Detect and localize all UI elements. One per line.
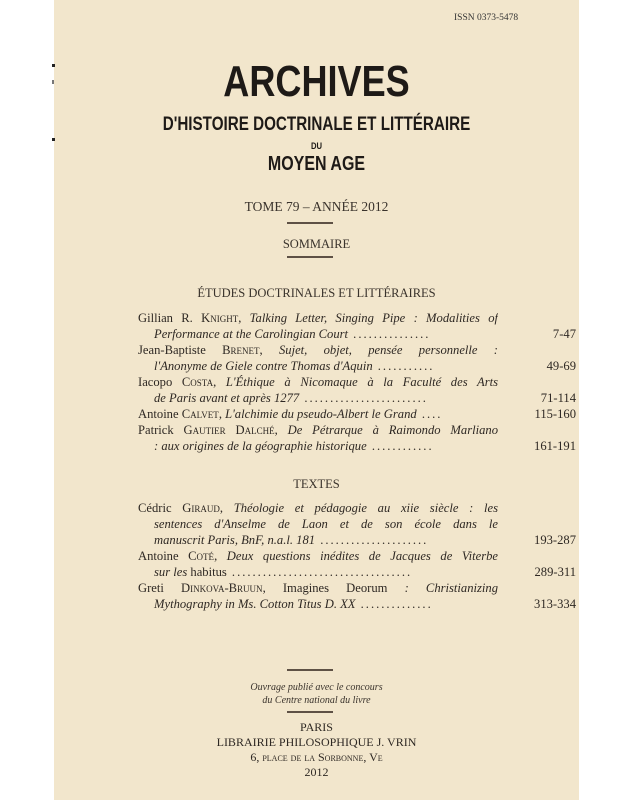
- article-title: Performance at the Carolingian Court: [154, 327, 349, 341]
- section-heading: TEXTES: [293, 477, 340, 491]
- page-range: 313-334: [534, 597, 576, 611]
- article-title: sentences d'Anselme de Laon et de son école dans le: [154, 517, 498, 531]
- article-title: Théologie et pédagogie au xiie siècle : les: [233, 501, 498, 515]
- divider: [287, 256, 333, 258]
- toc-entry[interactable]: Greti Dinkova-Bruun, Imagines Deorum : Christianizing Mythography in Ms. Cotton Titus D. XX .............. 313-334: [138, 581, 576, 611]
- binding-mark: [52, 64, 55, 67]
- author-first-name: Greti: [138, 581, 182, 595]
- section-heading: ÉTUDES DOCTRINALES ET LITTÉRAIRES: [197, 286, 436, 300]
- page-range: 49-69: [546, 359, 576, 373]
- contents-heading: SOMMAIRE: [282, 237, 351, 251]
- author-last-name: Knight: [201, 311, 239, 325]
- author-last-name: Gautier Dalché: [183, 423, 275, 437]
- leader-dots: .....................: [315, 533, 429, 547]
- issn: ISSN 0373-5478: [454, 13, 519, 23]
- divider: [287, 222, 333, 224]
- funding-note-line: Ouvrage publié avec le concours: [250, 682, 383, 693]
- publisher-block: [54, 720, 579, 780]
- journal-subtitle-1: D'HISTOIRE DOCTRINALE ET LITTÉRAIRE: [162, 113, 471, 135]
- author-last-name: Costa: [181, 375, 214, 389]
- funding-note: [54, 681, 579, 707]
- toc-entry[interactable]: Patrick Gautier Dalché, De Pétrarque à Raimondo Marliano : aux origines de la géographie historique ............ 161-191: [138, 423, 576, 453]
- article-title: sur les: [154, 565, 191, 579]
- toc-entry[interactable]: Jean-Baptiste Brenet, Sujet, objet, pensée personnelle : l'Anonyme de Giele contre Thomas d'Aquin ........... 49-69: [138, 343, 576, 373]
- article-title: habitus: [190, 565, 227, 579]
- leader-dots: ........................: [299, 391, 428, 405]
- article-title: : Christianizing: [387, 581, 498, 595]
- leader-dots: ...................................: [226, 565, 413, 579]
- journal-subtitle-connector: DU: [310, 141, 323, 151]
- article-title: L'alchimie du pseudo-Albert le Grand: [225, 407, 417, 421]
- article-title: Imagines Deorum: [282, 581, 388, 595]
- author-last-name: Dinkova-Bruun: [181, 581, 263, 595]
- publisher-city: PARIS: [300, 720, 333, 734]
- article-title: l'Anonyme de Giele contre Thomas d'Aquin: [154, 359, 373, 373]
- toc-entry[interactable]: Antoine Coté, Deux questions inédites de Jacques de Viterbe sur les habitus ................................... 289-311: [138, 549, 576, 579]
- binding-mark: [52, 138, 55, 141]
- article-title: Deux questions inédites de Jacques de Viterbe: [226, 549, 498, 563]
- page-range: 193-287: [534, 533, 576, 547]
- article-title: De Pétrarque à Raimondo Marliano: [287, 423, 498, 437]
- journal-title: ARCHIVES: [223, 57, 410, 106]
- author-first-name: Gillian R.: [138, 311, 202, 325]
- page-range: 71-114: [540, 391, 576, 405]
- author-last-name: Calvet: [181, 407, 219, 421]
- toc-section-etudes: [138, 310, 576, 454]
- publisher-address: 6, place de la Sorbonne, Ve: [250, 750, 383, 764]
- funding-note-line: du Centre national du livre: [262, 695, 371, 706]
- volume-info: TOME 79 – ANNÉE 2012: [244, 199, 389, 214]
- author-last-name: Giraud: [182, 501, 220, 515]
- article-title: Sujet, objet, pensée personnelle :: [278, 343, 498, 357]
- leader-dots: ..............: [355, 597, 433, 611]
- divider: [287, 669, 333, 671]
- author-first-name: Antoine: [138, 549, 189, 563]
- author-last-name: Brenet: [222, 343, 260, 357]
- leader-dots: ...........: [372, 359, 435, 373]
- article-title: manuscrit Paris, BnF, n.a.l. 181: [154, 533, 316, 547]
- toc-entry[interactable]: Cédric Giraud, Théologie et pédagogie au xiie siècle : les sentences d'Anselme de Laon et de son école dans le manuscrit Paris, BnF, n.a.l. 181 ..................... 193-287: [138, 501, 576, 547]
- toc-entry[interactable]: Gillian R. Knight, Talking Letter, Singing Pipe : Modalities of Performance at the Carolingian Court ............... 7-47: [138, 311, 576, 341]
- toc-entry[interactable]: Iacopo Costa, L'Éthique à Nicomaque à la Faculté des Arts de Paris avant et après 1277 ........................ 71-114: [138, 375, 576, 405]
- article-title: : aux origines de la géographie historique: [154, 439, 367, 453]
- author-first-name: Cédric: [138, 501, 183, 515]
- author-last-name: Coté: [188, 549, 215, 563]
- article-title: L'Éthique à Nicomaque à la Faculté des Arts: [225, 375, 498, 389]
- author-first-name: Patrick: [138, 423, 184, 437]
- page-range: 161-191: [534, 439, 576, 453]
- article-title: Mythography in Ms. Cotton Titus D. XX: [154, 597, 356, 611]
- leader-dots: ...............: [348, 327, 431, 341]
- leader-dots: ............: [366, 439, 434, 453]
- toc-section-textes: [138, 500, 576, 612]
- divider: [287, 711, 333, 713]
- leader-dots: ....: [416, 407, 443, 421]
- author-first-name: Antoine: [138, 407, 182, 421]
- author-first-name: Jean-Baptiste: [138, 343, 223, 357]
- binding-mark: [52, 80, 54, 84]
- article-title: Talking Letter, Singing Pipe : Modalities of: [249, 311, 498, 325]
- author-first-name: Iacopo: [138, 375, 182, 389]
- page-range: 115-160: [534, 407, 576, 421]
- article-title: de Paris avant et après 1277: [154, 391, 300, 405]
- page-range: 7-47: [552, 327, 576, 341]
- publisher-name: LIBRAIRIE PHILOSOPHIQUE J. VRIN: [216, 735, 417, 749]
- publication-year: 2012: [304, 765, 329, 779]
- page-range: 289-311: [534, 565, 576, 579]
- journal-cover-page: [54, 0, 579, 800]
- toc-entry[interactable]: Antoine Calvet, L'alchimie du pseudo-Albert le Grand .... 115-160: [138, 407, 576, 421]
- journal-subtitle-2: MOYEN AGE: [267, 153, 366, 175]
